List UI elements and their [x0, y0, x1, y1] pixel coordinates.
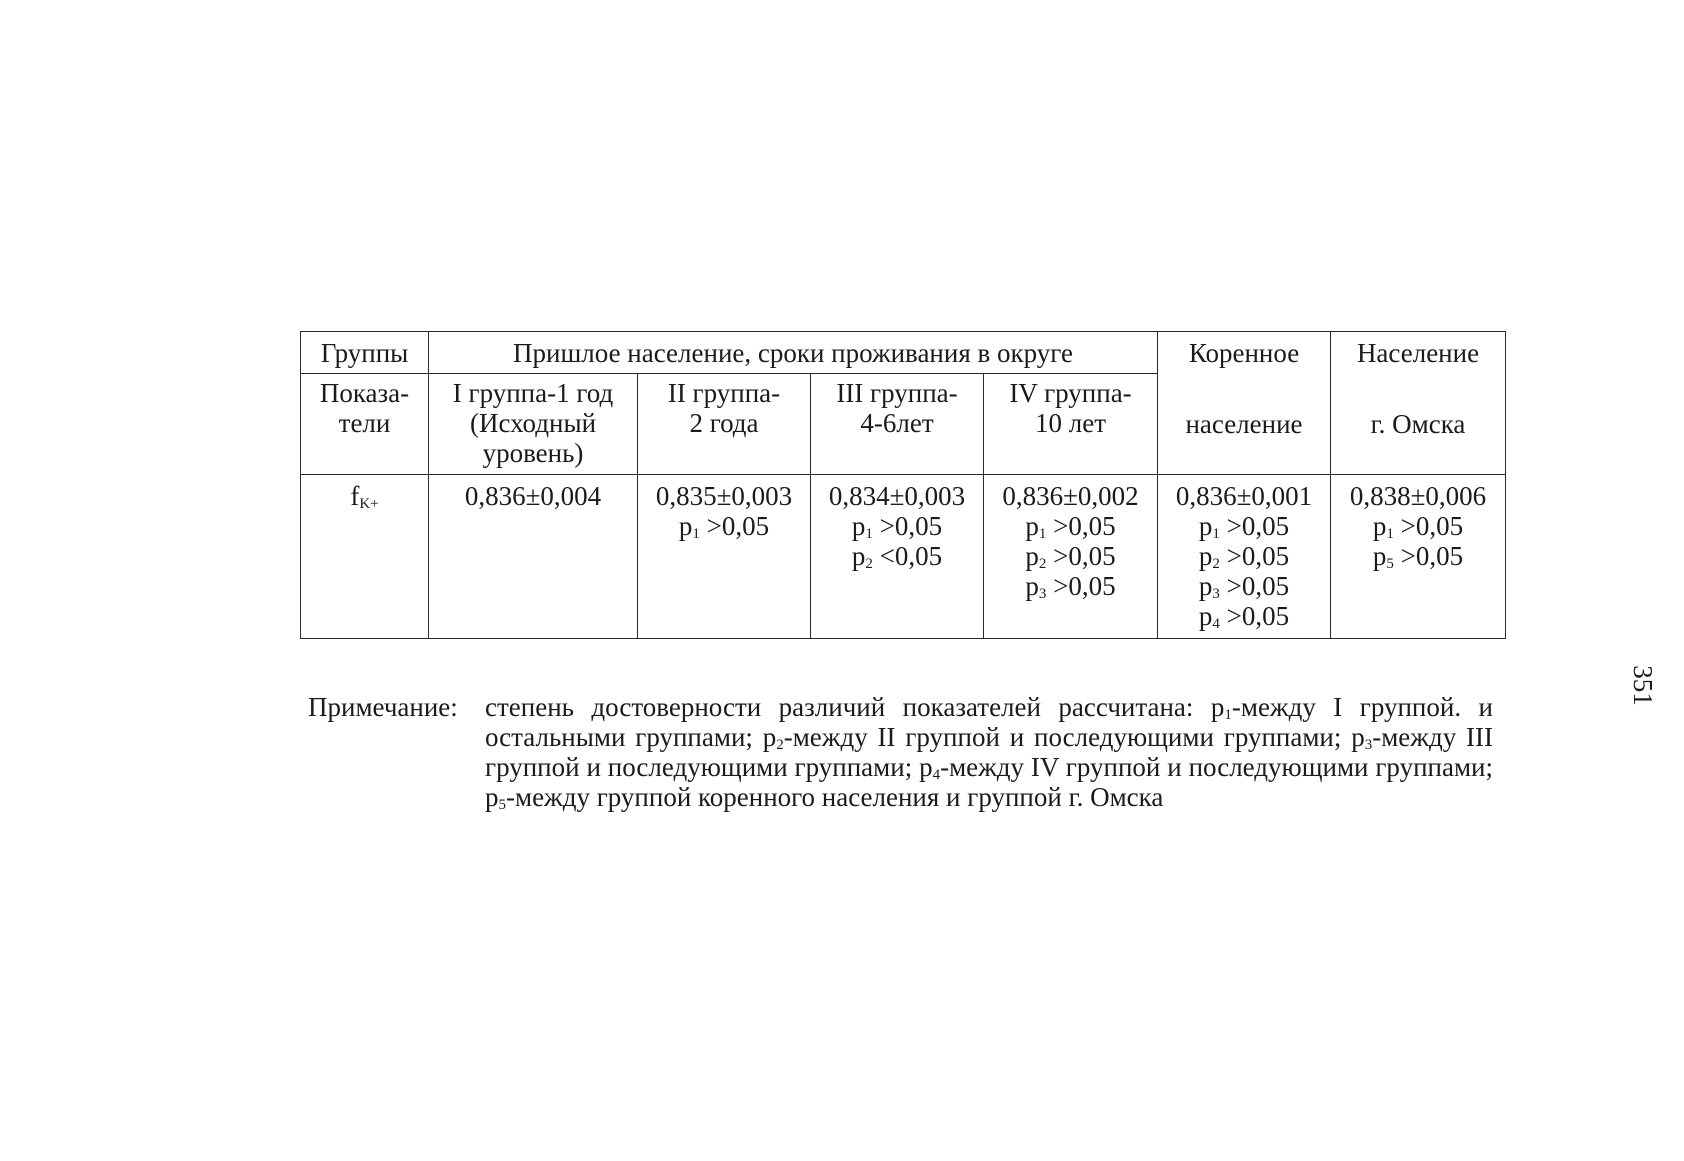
p-subscript: 5: [1386, 556, 1394, 572]
header-group-3-line: III группа-: [836, 378, 958, 408]
p-subscript: 2: [1212, 556, 1220, 572]
header-omsk: [1331, 332, 1506, 475]
header-native: [1158, 332, 1331, 475]
header-group-4-line: 10 лет: [1034, 408, 1106, 438]
p-value: $p_1 >0,05$: [1025, 511, 1116, 542]
p-value: $p_2 >0,05$: [1198, 541, 1290, 572]
p-subscript: 4: [1212, 616, 1220, 632]
note-subscript: 5: [498, 797, 506, 813]
p-value: $p_3 >0,05$: [1025, 571, 1116, 602]
header-group-2-line: 2 года: [689, 408, 759, 438]
note-subscript: 1: [1224, 707, 1232, 723]
header-group-4: [984, 374, 1158, 475]
p-value: $p_3 >0,05$: [1198, 571, 1290, 602]
header-group-1-line: I группа-1 год: [452, 378, 614, 408]
indicator-subscript: K+: [359, 496, 379, 512]
p-subscript: 3: [1038, 586, 1047, 602]
value-cell: [1158, 475, 1331, 639]
value-cell: [1331, 475, 1506, 639]
p-value: $p_1 >0,05$: [1198, 511, 1290, 542]
header-native-top: Коренное: [1188, 338, 1300, 368]
page-number: 351: [1627, 665, 1658, 706]
cell-value: 0,834±0,003: [828, 481, 966, 511]
footnote-label: Примечание:: [308, 692, 458, 722]
header-group-1-line: уровень): [482, 438, 584, 468]
p-value: $p_1 >0,05$: [1372, 511, 1464, 542]
p-value: $p_2 >0,05$: [1025, 541, 1116, 572]
header-group-1: [429, 374, 638, 475]
footnote-text: степень достоверности различий показателей рассчитана: $p_1$-между I группой. и остальными группами; $p_2$-между II группой и последующими группами; $p_3$-между III группой и последующими группами; $p_4$-между IV группой и последующими группами; $p_5$-между группой коренного населения и группой г. Омска: [485, 692, 1493, 813]
header-group-4-line: IV группа-: [1009, 378, 1132, 408]
value-cell: [429, 475, 638, 639]
indicator-symbol: f: [350, 481, 360, 511]
p-value: $p_5 >0,05$: [1372, 541, 1464, 572]
cell-value: 0,835±0,003: [655, 481, 793, 511]
p-subscript: 2: [865, 556, 873, 572]
value-cell: [638, 475, 811, 639]
p-subscript: 1: [1386, 526, 1394, 542]
header-group-3-line: 4-6лет: [860, 408, 934, 438]
header-group-1-line: (Исходный: [469, 408, 597, 438]
p-subscript: 1: [865, 526, 873, 542]
header-native-bottom: население: [1185, 409, 1303, 439]
note-subscript: 4: [932, 767, 941, 783]
header-group-2-line: II группа-: [667, 378, 781, 408]
p-subscript: 1: [1038, 526, 1047, 542]
cell-value: 0,836±0,002: [1002, 481, 1139, 511]
header-omsk-top: Население: [1356, 338, 1480, 368]
p-value: $p_2 <0,05$: [851, 541, 943, 572]
header-omsk-bottom: г. Омска: [1370, 409, 1466, 439]
p-subscript: 2: [1038, 556, 1047, 572]
header-indicators-line: Показа-: [319, 378, 410, 408]
note-subscript: 2: [776, 737, 784, 753]
p-value: $p_4 >0,05$: [1198, 601, 1290, 632]
p-value: $p_1 >0,05$: [851, 511, 943, 542]
cell-value: 0,836±0,001: [1175, 481, 1313, 511]
value-cell: [811, 475, 984, 639]
p-subscript: 1: [1212, 526, 1220, 542]
header-newcomers: Пришлое население, сроки проживания в округе: [429, 332, 1158, 374]
header-indicators-line: тели: [338, 408, 391, 438]
p-value: $p_1 >0,05$: [678, 511, 770, 542]
cell-value: 0,836±0,004: [464, 481, 602, 511]
header-groups: Группы: [301, 332, 429, 374]
p-subscript: 3: [1212, 586, 1220, 602]
header-indicators: [301, 374, 429, 475]
indicator-cell: [301, 475, 429, 639]
header-group-3: [811, 374, 984, 475]
p-subscript: 1: [692, 526, 700, 542]
value-cell: [984, 475, 1158, 639]
cell-value: 0,838±0,006: [1349, 481, 1487, 511]
data-table: [300, 331, 1506, 639]
note-subscript: 3: [1364, 737, 1373, 753]
header-group-2: [638, 374, 811, 475]
